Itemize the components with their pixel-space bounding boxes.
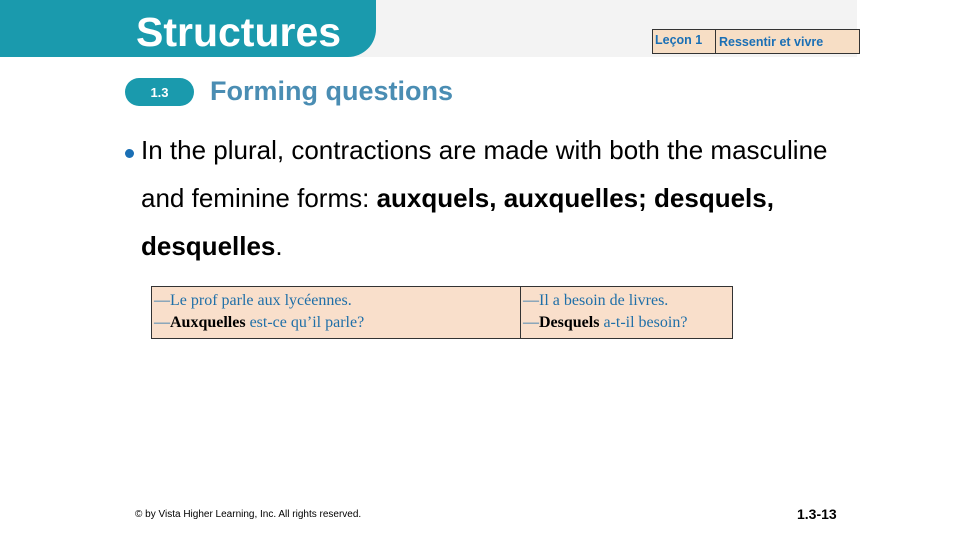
example-right-line1: —Il a besoin de livres. [523, 292, 669, 309]
bullet-bold-1: auxquels, auxquelles; [376, 183, 647, 213]
bullet-text-end: . [275, 231, 283, 261]
example-left-line1: —Le prof parle aux lycéennes. [154, 292, 352, 309]
bullet-icon [125, 149, 134, 158]
lesson-title: Ressentir et vivre [719, 35, 824, 49]
example-left-bold: Auxquelles [170, 314, 246, 331]
bullet-bold-2: desquels, desquelles [141, 183, 774, 261]
lesson-label: Leçon 1 [653, 30, 716, 53]
example-right-dash: — [523, 314, 539, 331]
example-left-rest: est-ce qu’il parle? [245, 314, 365, 331]
example-cell-left [152, 287, 521, 338]
bullet-paragraph [141, 126, 861, 270]
example-left-dash: — [154, 314, 170, 331]
page-title: Structures [136, 9, 342, 55]
example-table [151, 286, 733, 339]
page-number: 1.3-13 [797, 506, 837, 522]
footer-copyright: © by Vista Higher Learning, Inc. All rights reserved. [135, 509, 362, 520]
example-right-bold: Desquels [539, 314, 600, 331]
example-left-line2 [154, 312, 520, 334]
section-title: Forming questions [210, 76, 453, 106]
example-right-line2 [523, 312, 732, 334]
bullet-text-start: In the plural, contractions are made with both the masculine and feminine forms: [141, 135, 828, 213]
section-number-badge: 1.3 [125, 78, 194, 106]
lesson-box [652, 29, 860, 54]
example-cell-right [521, 287, 732, 338]
example-right-rest: a-t-il besoin? [599, 314, 688, 331]
